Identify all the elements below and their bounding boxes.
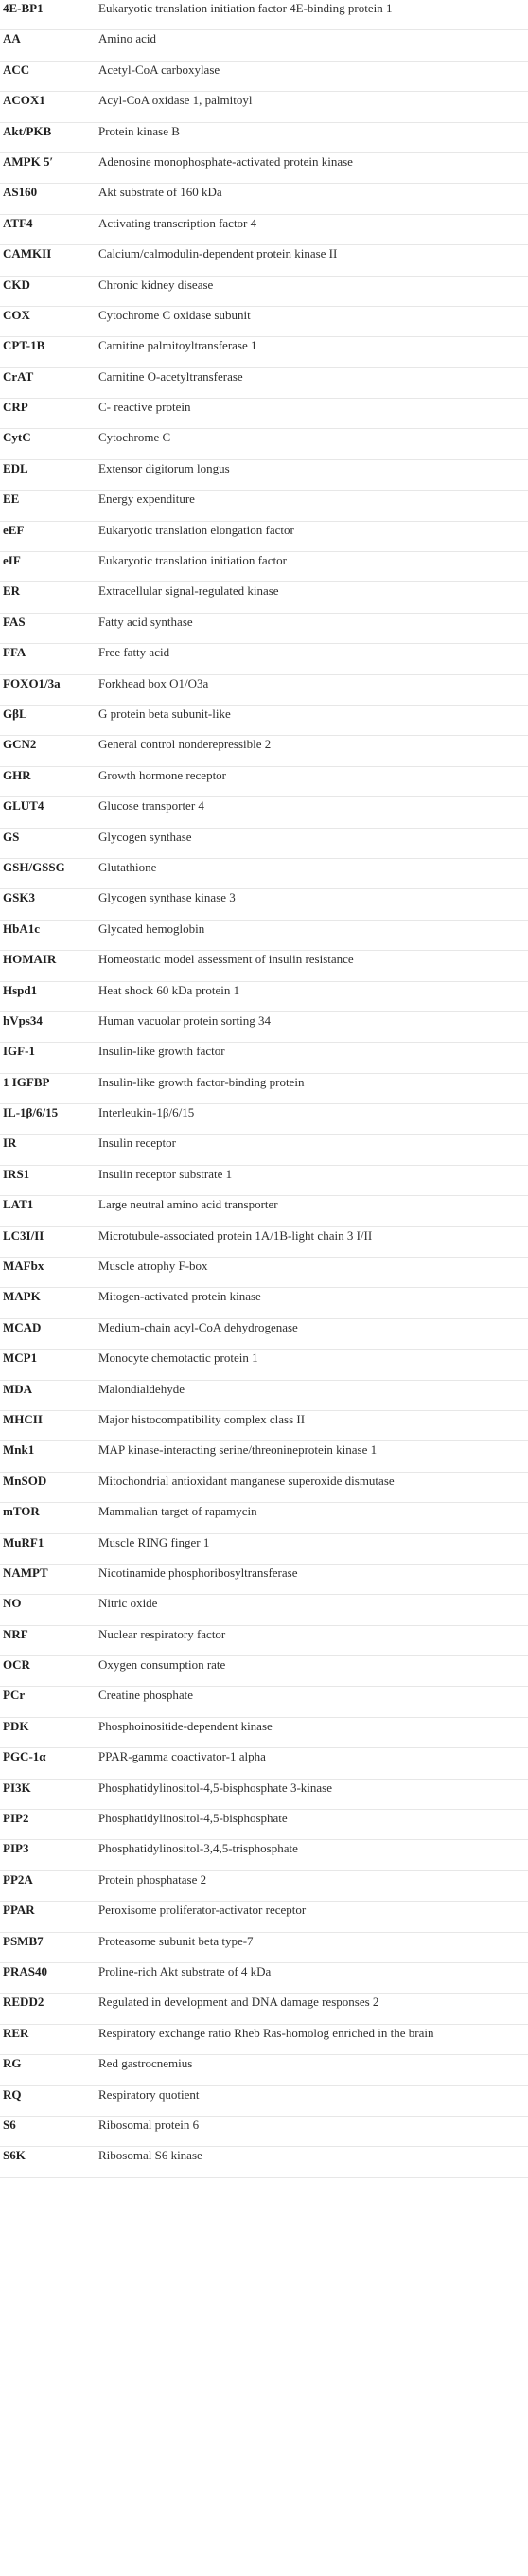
abbreviation-definition: Insulin-like growth factor-binding protein [98, 1074, 305, 1089]
abbreviation-definition: Medium-chain acyl-CoA dehydrogenase [98, 1319, 298, 1334]
abbreviation-definition: Nitric oxide [98, 1596, 158, 1611]
table-row [0, 1626, 528, 1656]
table-row [0, 1503, 528, 1533]
abbreviation-term: MAPK [3, 1289, 41, 1304]
abbreviation-term: NRF [3, 1626, 28, 1641]
table-row [0, 1902, 528, 1932]
table-row [0, 1074, 528, 1104]
abbreviation-definition: Acetyl-CoA carboxylase [98, 62, 220, 77]
abbreviation-definition: Cytochrome C [98, 430, 171, 445]
table-row [0, 1441, 528, 1472]
abbreviation-term: ACOX1 [3, 93, 45, 108]
table-row [0, 736, 528, 766]
abbreviation-definition: Cytochrome C oxidase subunit [98, 307, 251, 322]
abbreviation-definition: Ribosomal S6 kinase [98, 2148, 202, 2163]
abbreviation-definition: Mitochondrial antioxidant manganese superoxide dismutase [98, 1473, 395, 1488]
table-row [0, 1043, 528, 1073]
table-row [0, 277, 528, 307]
abbreviation-definition: Activating transcription factor 4 [98, 215, 257, 230]
table-row [0, 62, 528, 92]
abbreviation-definition: Phosphoinositide-dependent kinase [98, 1718, 273, 1733]
abbreviation-definition: Glycogen synthase kinase 3 [98, 890, 236, 905]
table-row [0, 1012, 528, 1043]
abbreviation-term: REDD2 [3, 1995, 44, 2010]
abbreviation-definition: Muscle atrophy F-box [98, 1259, 208, 1274]
abbreviation-definition: Glycogen synthase [98, 829, 192, 844]
abbreviation-term: PP2A [3, 1871, 33, 1887]
table-row [0, 337, 528, 367]
abbreviation-definition: Glucose transporter 4 [98, 798, 204, 814]
table-row [0, 2055, 528, 2085]
abbreviation-definition: Eukaryotic translation initiation factor [98, 553, 287, 568]
abbreviation-definition: Interleukin-1β/6/15 [98, 1105, 195, 1120]
table-row [0, 1718, 528, 1748]
abbreviation-term: GβL [3, 706, 27, 721]
abbreviation-definition: Protein phosphatase 2 [98, 1871, 207, 1887]
table-row [0, 460, 528, 491]
abbreviation-term: CRP [3, 400, 28, 415]
table-row [0, 123, 528, 153]
abbreviation-definition: Akt substrate of 160 kDa [98, 185, 222, 200]
abbreviation-definition: Phosphatidylinositol-4,5-bisphosphate [98, 1811, 288, 1826]
abbreviation-term: MCAD [3, 1319, 42, 1334]
table-row [0, 1381, 528, 1411]
abbreviation-definition: Free fatty acid [98, 645, 170, 660]
abbreviation-term: mTOR [3, 1504, 40, 1519]
abbreviation-term: CrAT [3, 368, 34, 384]
table-row [0, 1473, 528, 1503]
abbreviation-term: CAMKII [3, 246, 52, 261]
abbreviation-term: COX [3, 307, 30, 322]
abbreviation-term: Akt/PKB [3, 123, 52, 138]
abbreviation-term: OCR [3, 1657, 30, 1673]
table-row [0, 644, 528, 674]
abbreviation-definition: Major histocompatibility complex class II [98, 1411, 306, 1426]
abbreviation-term: S6K [3, 2148, 26, 2163]
abbreviation-term: RG [3, 2056, 22, 2071]
abbreviation-term: PPAR [3, 1903, 35, 1918]
abbreviation-term: PDK [3, 1718, 29, 1733]
abbreviation-definition: Insulin receptor [98, 1136, 176, 1151]
abbreviation-term: AS160 [3, 185, 38, 200]
abbreviation-term: ATF4 [3, 215, 33, 230]
abbreviation-definition: Muscle RING finger 1 [98, 1534, 210, 1549]
table-row [0, 2117, 528, 2147]
abbreviation-definition: Oxygen consumption rate [98, 1657, 226, 1673]
abbreviation-definition: Respiratory quotient [98, 2086, 200, 2102]
abbreviation-definition: Microtubule-associated protein 1A/1B-light chain 3 I/II [98, 1227, 373, 1243]
abbreviation-definition: Peroxisome proliferator-activator receptor [98, 1903, 307, 1918]
abbreviation-term: FAS [3, 614, 26, 629]
table-row [0, 245, 528, 276]
abbreviation-definition: Phosphatidylinositol-4,5-bisphosphate 3-kinase [98, 1780, 332, 1795]
abbreviation-term: GCN2 [3, 737, 37, 752]
table-row [0, 1258, 528, 1288]
table-row [0, 552, 528, 582]
abbreviation-term: EE [3, 492, 20, 507]
abbreviation-term: NO [3, 1596, 22, 1611]
abbreviation-term: eEF [3, 522, 25, 537]
abbreviation-term: IR [3, 1136, 17, 1151]
abbreviation-term: GLUT4 [3, 798, 44, 814]
abbreviation-term: HbA1c [3, 921, 40, 936]
abbreviation-definition: Calcium/calmodulin-dependent protein kinase II [98, 246, 338, 261]
abbreviation-term: PRAS40 [3, 1964, 47, 1978]
abbreviation-term: Hspd1 [3, 982, 38, 997]
table-row [0, 1810, 528, 1840]
abbreviation-term: 4E-BP1 [3, 1, 44, 15]
abbreviation-term: Mnk1 [3, 1442, 35, 1458]
table-row [0, 1963, 528, 1994]
abbreviation-definition: G protein beta subunit-like [98, 706, 231, 721]
table-row [0, 921, 528, 951]
abbreviation-term: S6 [3, 2117, 16, 2132]
abbreviation-definition: Chronic kidney disease [98, 277, 214, 292]
abbreviation-definition: Human vacuolar protein sorting 34 [98, 1012, 271, 1028]
table-row [0, 767, 528, 797]
abbreviation-definition: Growth hormone receptor [98, 767, 227, 782]
abbreviation-term: RER [3, 2025, 29, 2040]
abbreviation-term: AMPK 5′ [3, 153, 54, 169]
table-row [0, 1994, 528, 2024]
table-row [0, 889, 528, 920]
abbreviation-term: LC3I/II [3, 1227, 44, 1243]
abbreviation-term: IRS1 [3, 1166, 30, 1181]
abbreviation-definition: General control nonderepressible 2 [98, 737, 272, 752]
abbreviation-term: MCP1 [3, 1351, 38, 1366]
table-row [0, 797, 528, 828]
abbreviation-definition: MAP kinase-interacting serine/threonineprotein kinase 1 [98, 1442, 378, 1458]
table-row [0, 706, 528, 736]
abbreviation-definition: Mitogen-activated protein kinase [98, 1289, 261, 1304]
abbreviation-definition: Forkhead box O1/O3a [98, 675, 209, 690]
abbreviation-definition: Regulated in development and DNA damage responses 2 [98, 1995, 379, 2010]
abbreviation-term: GS [3, 829, 20, 844]
table-row [0, 1288, 528, 1318]
table-row [0, 1411, 528, 1441]
abbreviation-definition: Proteasome subunit beta type-7 [98, 1933, 254, 1948]
table-row [0, 522, 528, 552]
table-row [0, 491, 528, 521]
table-row [0, 582, 528, 613]
abbreviation-definition: Protein kinase B [98, 123, 180, 138]
abbreviation-term: GSK3 [3, 890, 35, 905]
table-row [0, 0, 528, 30]
abbreviation-definition: C- reactive protein [98, 400, 191, 415]
abbreviation-definition: Red gastrocnemius [98, 2056, 193, 2071]
abbreviation-term: 1 IGFBP [3, 1074, 50, 1089]
table-row [0, 2147, 528, 2177]
table-row [0, 829, 528, 859]
abbreviation-term: IL-1β/6/15 [3, 1105, 59, 1120]
abbreviation-term: CytC [3, 430, 31, 445]
abbreviation-definition: Homeostatic model assessment of insulin resistance [98, 952, 354, 967]
abbreviation-definition: Nicotinamide phosphoribosyltransferase [98, 1565, 298, 1580]
table-row [0, 1687, 528, 1717]
abbreviation-definition: Mammalian target of rapamycin [98, 1504, 257, 1519]
abbreviation-definition: Ribosomal protein 6 [98, 2117, 200, 2132]
table-row [0, 2086, 528, 2117]
table-row [0, 1319, 528, 1350]
abbreviation-term: PIP2 [3, 1811, 29, 1826]
table-row [0, 307, 528, 337]
abbreviation-definition: Nuclear respiratory factor [98, 1626, 226, 1641]
abbreviation-term: MDA [3, 1381, 33, 1396]
table-row [0, 1933, 528, 1963]
abbreviation-term: PCr [3, 1688, 26, 1703]
table-row [0, 399, 528, 429]
abbreviation-term: GHR [3, 767, 31, 782]
abbreviation-definition: Glutathione [98, 859, 157, 874]
abbreviation-term: HOMAIR [3, 952, 57, 967]
table-row [0, 1135, 528, 1165]
abbreviation-definition: Heat shock 60 kDa protein 1 [98, 982, 240, 997]
abbreviation-term: CKD [3, 277, 30, 292]
abbreviation-term: eIF [3, 553, 21, 568]
abbreviation-term: MuRF1 [3, 1534, 44, 1549]
abbreviation-term: ACC [3, 62, 30, 77]
table-row [0, 1871, 528, 1902]
abbreviation-term: MHCII [3, 1411, 43, 1426]
abbreviation-definition: Acyl-CoA oxidase 1, palmitoyl [98, 93, 253, 108]
table-row [0, 1656, 528, 1687]
table-row [0, 982, 528, 1012]
table-row [0, 1780, 528, 1810]
table-row [0, 1227, 528, 1258]
abbreviation-term: PIP3 [3, 1841, 29, 1856]
table-row [0, 368, 528, 399]
table-row [0, 614, 528, 644]
abbreviation-term: GSH/GSSG [3, 859, 65, 874]
abbreviation-term: FOXO1/3a [3, 675, 61, 690]
abbreviation-term: MnSOD [3, 1473, 47, 1488]
abbreviation-definition: PPAR-gamma coactivator-1 alpha [98, 1749, 266, 1764]
abbreviation-definition: Respiratory exchange ratio Rheb Ras-homolog enriched in the brain [98, 2025, 434, 2040]
abbreviation-definition: Creatine phosphate [98, 1688, 193, 1703]
abbreviation-term: ER [3, 583, 21, 599]
table-row [0, 951, 528, 981]
abbreviation-definition: Adenosine monophosphate-activated protein kinase [98, 153, 353, 169]
abbreviation-term: LAT1 [3, 1197, 34, 1212]
abbreviation-definition: Carnitine O-acetyltransferase [98, 368, 243, 384]
abbreviation-definition: Extracellular signal-regulated kinase [98, 583, 279, 599]
abbreviation-definition: Glycated hemoglobin [98, 921, 205, 936]
abbreviation-term: CPT-1B [3, 338, 45, 353]
abbreviation-definition: Insulin-like growth factor [98, 1044, 225, 1059]
abbreviation-definition: Phosphatidylinositol-3,4,5-trisphosphate [98, 1841, 298, 1856]
abbreviation-term: EDL [3, 460, 28, 475]
abbreviation-term: hVps34 [3, 1012, 43, 1028]
table-row [0, 1166, 528, 1196]
table-row [0, 153, 528, 184]
abbreviation-definition: Large neutral amino acid transporter [98, 1197, 278, 1212]
abbreviation-definition: Eukaryotic translation elongation factor [98, 522, 294, 537]
abbreviation-term: PI3K [3, 1780, 31, 1795]
table-row [0, 1350, 528, 1380]
abbreviation-definition: Eukaryotic translation initiation factor 4E-binding protein 1 [98, 1, 393, 15]
table-row [0, 1748, 528, 1779]
abbreviation-definition: Fatty acid synthase [98, 614, 193, 629]
abbreviation-definition: Carnitine palmitoyltransferase 1 [98, 338, 257, 353]
abbreviation-term: NAMPT [3, 1565, 48, 1580]
abbreviation-definition: Energy expenditure [98, 492, 195, 507]
table-row [0, 1595, 528, 1625]
abbreviation-term: MAFbx [3, 1259, 44, 1274]
abbreviation-definition: Insulin receptor substrate 1 [98, 1166, 233, 1181]
abbreviation-term: FFA [3, 645, 26, 660]
abbreviation-definition: Amino acid [98, 31, 157, 46]
abbreviation-definition: Monocyte chemotactic protein 1 [98, 1351, 258, 1366]
abbreviation-term: AA [3, 31, 21, 46]
table-row [0, 215, 528, 245]
table-row [0, 184, 528, 214]
table-row [0, 92, 528, 122]
abbreviation-term: IGF-1 [3, 1044, 35, 1059]
abbreviation-term: PSMB7 [3, 1933, 44, 1948]
abbreviation-term: PGC-1α [3, 1749, 46, 1764]
table-row [0, 1534, 528, 1565]
abbreviation-definition: Proline-rich Akt substrate of 4 kDa [98, 1964, 272, 1978]
abbreviation-definition: Malondialdehyde [98, 1381, 185, 1396]
abbreviation-term: RQ [3, 2086, 22, 2102]
table-row [0, 429, 528, 459]
table-row [0, 675, 528, 706]
table-row [0, 1565, 528, 1595]
table-row [0, 30, 528, 61]
table-row [0, 1104, 528, 1135]
abbreviation-definition: Extensor digitorum longus [98, 460, 230, 475]
table-row [0, 859, 528, 889]
table-row [0, 2025, 528, 2055]
table-row [0, 1840, 528, 1870]
table-row [0, 1196, 528, 1226]
